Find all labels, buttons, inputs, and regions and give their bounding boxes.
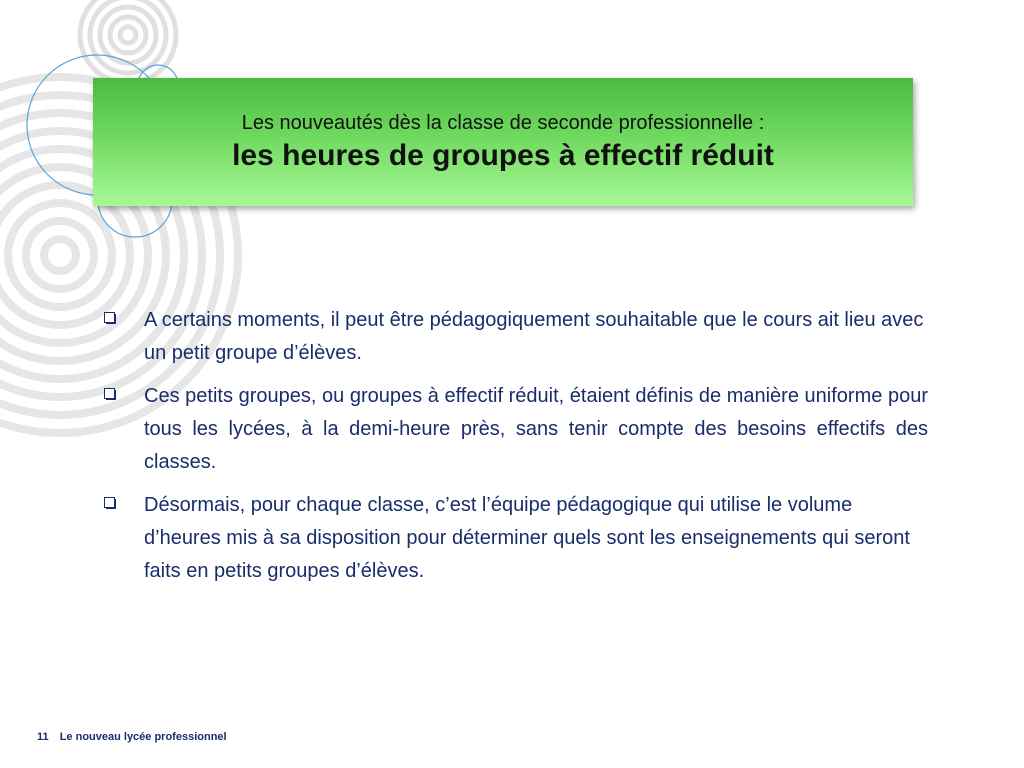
checkbox-bullet-icon (104, 497, 115, 508)
slide-title-line2: les heures de groupes à effectif réduit (232, 139, 774, 172)
slide-title-box (93, 78, 913, 206)
page-number: 11 (37, 731, 49, 743)
checkbox-bullet-icon (104, 312, 115, 323)
slide-footer (37, 731, 227, 743)
bullet-text: A certains moments, il peut être pédagogiquement souhaitable que le cours ait lieu avec un petit groupe d’élèves. (144, 309, 924, 364)
bullet-item (104, 380, 928, 479)
bullet-item (104, 304, 928, 370)
bullet-item (104, 489, 928, 588)
bullet-list (104, 304, 928, 598)
checkbox-bullet-icon (104, 388, 115, 399)
footer-text: Le nouveau lycée professionnel (59, 731, 227, 743)
bullet-text: Désormais, pour chaque classe, c’est l’équipe pédagogique qui utilise le volume d’heures mis à sa disposition pour déterminer quels sont les enseignements qui seront faits en petits groupes d’élèves. (144, 494, 910, 582)
top-concentric-rings (80, 0, 176, 83)
bullet-text: Ces petits groupes, ou groupes à effectif réduit, étaient définis de manière uniforme pour tous les lycées, à la demi-heure près, sans tenir compte des besoins effectifs des classes. (144, 385, 928, 473)
slide-title-line1: Les nouveautés dès la classe de seconde professionnelle : (241, 112, 765, 134)
